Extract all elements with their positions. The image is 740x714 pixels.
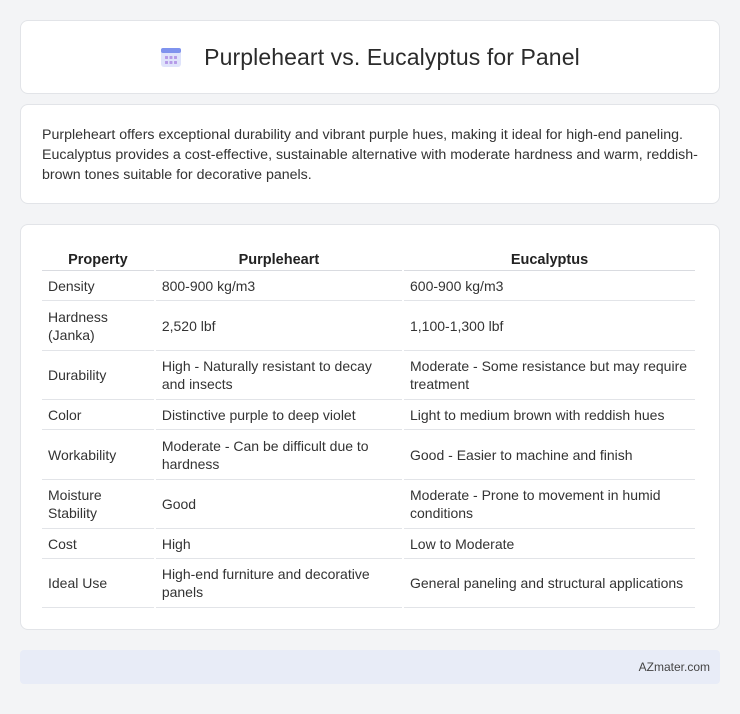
eucalyptus-cell: Moderate - Some resistance but may require treatment bbox=[404, 351, 695, 400]
intro-text: Purpleheart offers exceptional durability and vibrant purple hues, making it ideal for high-end paneling. Eucalyptus provides a cost-effective, sustainable alternative with moderate hardness and warm, reddish-brown tones suitable for decorative panels. bbox=[42, 127, 698, 183]
table-row bbox=[42, 351, 695, 400]
purpleheart-cell: Good bbox=[156, 480, 402, 529]
purpleheart-cell: High - Naturally resistant to decay and insects bbox=[156, 351, 402, 400]
purpleheart-cell: High bbox=[156, 529, 402, 559]
title-card bbox=[20, 20, 720, 94]
eucalyptus-cell: 1,100-1,300 lbf bbox=[404, 301, 695, 351]
eucalyptus-cell: Good - Easier to machine and finish bbox=[404, 430, 695, 480]
eucalyptus-cell: Moderate - Prone to movement in humid conditions bbox=[404, 480, 695, 529]
table-row bbox=[42, 301, 695, 351]
footer-bar bbox=[20, 650, 720, 684]
property-cell: Color bbox=[42, 400, 154, 430]
intro-card bbox=[20, 104, 720, 204]
property-cell: Workability bbox=[42, 430, 154, 480]
property-cell: Durability bbox=[42, 351, 154, 400]
table-header-row bbox=[42, 245, 695, 271]
eucalyptus-cell: Light to medium brown with reddish hues bbox=[404, 400, 695, 430]
table-row bbox=[42, 271, 695, 301]
header-purpleheart: Purpleheart bbox=[156, 245, 402, 271]
footer-brand[interactable]: AZmater.com bbox=[638, 660, 710, 674]
purpleheart-cell: Moderate - Can be difficult due to hardness bbox=[156, 430, 402, 480]
comparison-table bbox=[40, 245, 697, 608]
property-cell: Cost bbox=[42, 529, 154, 559]
header-property: Property bbox=[42, 245, 154, 271]
purpleheart-cell: High-end furniture and decorative panels bbox=[156, 559, 402, 608]
table-row bbox=[42, 430, 695, 480]
purpleheart-cell: 800-900 kg/m3 bbox=[156, 271, 402, 301]
page-title: Purpleheart vs. Eucalyptus for Panel bbox=[204, 43, 580, 70]
table-row bbox=[42, 480, 695, 529]
property-cell: Ideal Use bbox=[42, 559, 154, 608]
property-cell: Hardness (Janka) bbox=[42, 301, 154, 351]
table-row bbox=[42, 400, 695, 430]
comparison-card bbox=[20, 224, 720, 630]
header-eucalyptus: Eucalyptus bbox=[404, 245, 695, 271]
table-row bbox=[42, 559, 695, 608]
calendar-grid-icon bbox=[160, 46, 182, 68]
table-row bbox=[42, 529, 695, 559]
eucalyptus-cell: General paneling and structural applications bbox=[404, 559, 695, 608]
property-cell: Density bbox=[42, 271, 154, 301]
property-cell: Moisture Stability bbox=[42, 480, 154, 529]
purpleheart-cell: Distinctive purple to deep violet bbox=[156, 400, 402, 430]
eucalyptus-cell: 600-900 kg/m3 bbox=[404, 271, 695, 301]
eucalyptus-cell: Low to Moderate bbox=[404, 529, 695, 559]
purpleheart-cell: 2,520 lbf bbox=[156, 301, 402, 351]
